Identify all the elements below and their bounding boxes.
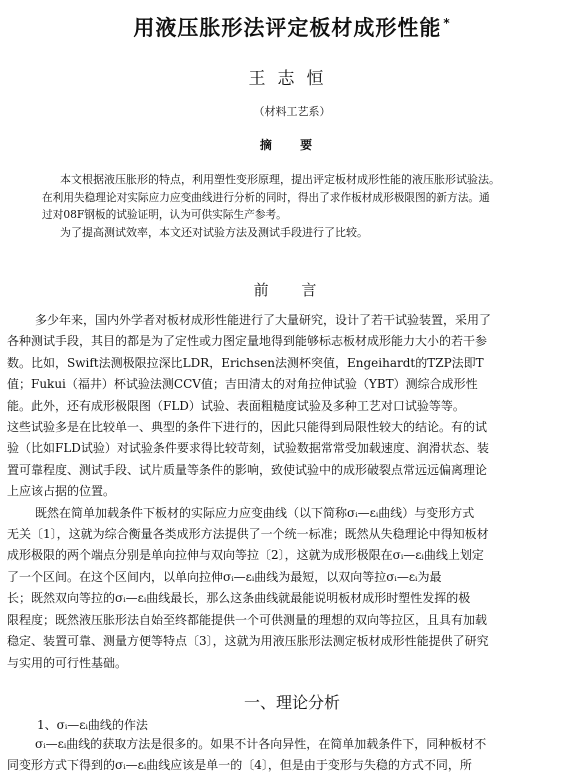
body-line: 值；Fukui（福井）杯试验法测CCV值；吉田清太的对角拉伸试验（YBT）测综合成形性 <box>7 377 478 392</box>
body-line: 各种测试手段，其目的都是为了定性或力图定量地得到能够标志板材成形能力大小的若干参 <box>7 334 488 349</box>
body-line: σᵢ—εᵢ曲线的获取方法是很多的。如果不计各向异性，在简单加载条件下，同种板材不 <box>35 737 487 751</box>
preface-heading: 前 言 <box>253 281 331 299</box>
body-line: 了一个区间。在这个区间内，以单向拉伸σᵢ—εᵢ曲线为最短，以双向等拉σᵢ—εᵢ为最 <box>7 569 442 584</box>
body-line: 验（比如FLD试验）对试验条件要求得比较苛刻，试验数据常常受加载速度、润滑状态、装 <box>7 441 489 456</box>
body-line: 数。比如，Swift法测极限拉深比LDR，Erichsen法测杯突值，Engeihardt的TZP法即T <box>7 355 484 370</box>
body-line: 无关〔1〕，这就为综合衡量各类成形方法提供了一个统一标准；既然从失稳理论中得知板材 <box>7 527 489 542</box>
abstract-line: 本文根据液压胀形的特点，利用塑性变形原理，提出评定板材成形性能的液压胀形试验法。 <box>60 173 500 186</box>
body-line: 限程度；既然液压胀形法自始至终都能提供一个可供测量的理想的双向等拉区，且具有加载 <box>7 612 488 627</box>
author-name: 王志恒 <box>248 69 336 89</box>
body-line: 既然在简单加载条件下板材的实际应力应变曲线（以下简称σᵢ—εᵢ曲线）与变形方式 <box>35 505 475 520</box>
abstract-line: 在利用失稳理论对实际应力应变曲线进行分析的同时，得出了求作板材成形极限图的新方法。通 <box>42 190 490 204</box>
abstract-line: 为了提高测试效率，本文还对试验方法及测试手段进行了比较。 <box>60 225 368 239</box>
body-line: 稳定、装置可靠、测量方便等特点〔3〕，这就为用液压胀形法测定板材成形性能提供了研究 <box>7 634 489 649</box>
paper-title <box>0 12 584 42</box>
abstract-heading: 摘 要 <box>259 138 325 152</box>
body-line: 置可靠程度、测试手段、试片质量等条件的影响，致使试验中的成形破裂点常远远偏离理论 <box>7 462 488 477</box>
section-1-body <box>7 734 573 777</box>
preface-body <box>7 310 573 674</box>
abstract-line: 过对08F钢板的试验证明，认为可供实际生产参考。 <box>42 208 287 221</box>
body-line: 多少年来，国内外学者对板材成形性能进行了大量研究，设计了若干试验装置，采用了 <box>35 313 492 327</box>
body-line: 这些试验多是在比较单一、典型的条件下进行的，因此只能得到局限性较大的结论。有的试 <box>7 420 488 435</box>
body-line: 上应该占据的位置。 <box>7 484 116 499</box>
subsection-heading: 1、σᵢ—εᵢ曲线的作法 <box>37 718 148 732</box>
affiliation: （材料工艺系） <box>253 105 331 118</box>
abstract-block <box>42 171 558 241</box>
title-text: 用液压胀形法评定板材成形性能 <box>133 16 442 40</box>
body-line: 能。此外，还有成形极限图（FLD）试验、表面粗糙度试验及多种工艺对口试验等等。 <box>7 398 465 413</box>
body-line: 与实用的可行性基础。 <box>7 655 128 670</box>
body-line: 同变形方式下得到的σᵢ—εᵢ曲线应该是单一的〔4〕，但是由于变形与失稳的方式不同，所 <box>7 758 472 773</box>
body-line: 成形极限的两个端点分别是单向拉伸与双向等拉〔2〕，这就为成形极限在σᵢ—εᵢ曲线上划定 <box>7 548 484 563</box>
section-1-heading: 一、理论分析 <box>243 693 340 712</box>
title-footnote-mark: * <box>443 16 451 30</box>
body-line: 长；既然双向等拉的σᵢ—εᵢ曲线最长，那么这条曲线就最能说明板材成形时塑性发挥的极 <box>7 591 471 606</box>
